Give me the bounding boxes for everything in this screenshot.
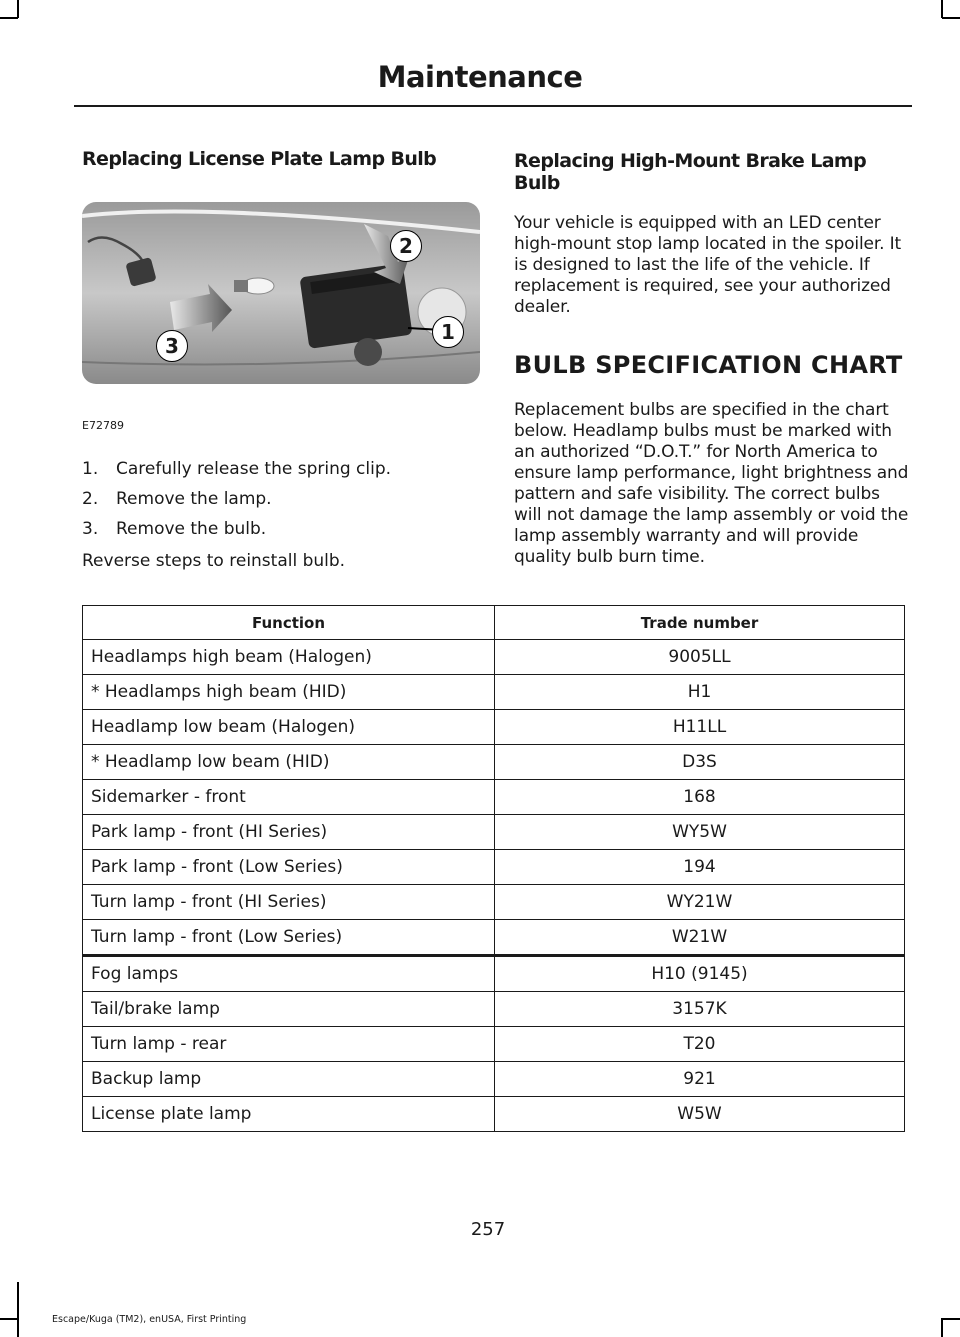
list-item (82, 514, 482, 544)
high-mount-heading: Replacing High-Mount Brake Lamp Bulb (514, 150, 867, 194)
table-header-row (83, 606, 905, 640)
table-row (83, 780, 905, 815)
crop-mark (0, 1318, 18, 1320)
page-number: 257 (470, 1219, 506, 1240)
function-cell: Sidemarker - front (83, 780, 495, 815)
function-cell: Turn lamp - rear (83, 1027, 495, 1062)
callout-3: 3 (156, 330, 188, 362)
table-row (83, 710, 905, 745)
table-row (83, 992, 905, 1027)
trade-number-cell: H1 (495, 675, 905, 710)
trade-number-cell: 194 (495, 850, 905, 885)
function-cell: * Headlamp low beam (HID) (83, 745, 495, 780)
crop-mark (941, 1318, 943, 1337)
table-row (83, 815, 905, 850)
step-number: 1. (82, 459, 99, 479)
step-text: Remove the lamp. (116, 489, 272, 509)
function-cell: Turn lamp - front (HI Series) (83, 885, 495, 920)
trade-number-cell: 168 (495, 780, 905, 815)
step-number: 3. (82, 519, 99, 539)
callout-1: 1 (432, 316, 464, 348)
trade-number-cell: T20 (495, 1027, 905, 1062)
table-row (83, 1062, 905, 1097)
function-cell: Headlamp low beam (Halogen) (83, 710, 495, 745)
figure-code: E72789 (82, 419, 124, 432)
reinstall-note: Reverse steps to reinstall bulb. (82, 551, 346, 571)
footer-text: Escape/Kuga (TM2), enUSA, First Printing (52, 1314, 247, 1325)
list-item (82, 454, 482, 484)
table-row (83, 956, 905, 992)
license-plate-lamp-illustration (82, 202, 480, 384)
step-text: Carefully release the spring clip. (116, 459, 392, 479)
table-row (83, 1027, 905, 1062)
crop-mark (942, 1318, 960, 1320)
table-row (83, 1097, 905, 1132)
function-cell: Fog lamps (83, 956, 495, 992)
trade-number-cell: 921 (495, 1062, 905, 1097)
trade-number-cell: D3S (495, 745, 905, 780)
crop-mark (942, 17, 960, 19)
license-plate-heading: Replacing License Plate Lamp Bulb (82, 148, 437, 170)
page-header-title: Maintenance (377, 60, 583, 94)
function-cell: * Headlamps high beam (HID) (83, 675, 495, 710)
trade-number-cell: 9005LL (495, 640, 905, 675)
column-header-trade-number: Trade number (495, 606, 905, 640)
trade-number-cell: WY5W (495, 815, 905, 850)
header-rule (74, 105, 912, 107)
trade-number-cell: W21W (495, 920, 905, 956)
function-cell: License plate lamp (83, 1097, 495, 1132)
column-header-function: Function (83, 606, 495, 640)
led-paragraph: Your vehicle is equipped with an LED center high-mount stop lamp located in the spoiler. It is designed to last the life of the vehicle. If replacement is required, see your authorized dealer. (514, 213, 902, 317)
table-row (83, 850, 905, 885)
trade-number-cell: H11LL (495, 710, 905, 745)
step-number: 2. (82, 489, 99, 509)
table-row (83, 920, 905, 956)
lamp-diagram (82, 202, 480, 384)
bulb-chart-title: BULB SPECIFICATION CHART (514, 351, 903, 379)
crop-mark (17, 0, 19, 18)
trade-number-cell: 3157K (495, 992, 905, 1027)
step-list (82, 454, 482, 544)
function-cell: Backup lamp (83, 1062, 495, 1097)
crop-mark (0, 17, 18, 19)
function-cell: Headlamps high beam (Halogen) (83, 640, 495, 675)
table-row (83, 675, 905, 710)
function-cell: Park lamp - front (Low Series) (83, 850, 495, 885)
trade-number-cell: W5W (495, 1097, 905, 1132)
right-column (514, 150, 909, 568)
table-row (83, 885, 905, 920)
crop-mark (941, 0, 943, 18)
bulb-specification-table (82, 605, 905, 1132)
crop-mark (17, 1282, 19, 1337)
function-cell: Turn lamp - front (Low Series) (83, 920, 495, 956)
table-row (83, 745, 905, 780)
left-column (82, 148, 482, 576)
function-cell: Tail/brake lamp (83, 992, 495, 1027)
trade-number-cell: WY21W (495, 885, 905, 920)
list-item (82, 484, 482, 514)
trade-number-cell: H10 (9145) (495, 956, 905, 992)
step-text: Remove the bulb. (116, 519, 267, 539)
function-cell: Park lamp - front (HI Series) (83, 815, 495, 850)
bulb-spec-paragraph: Replacement bulbs are specified in the chart below. Headlamp bulbs must be marked with an authorized “D.O.T.” for North America to ensure lamp performance, light brightness and pattern and safe visibility. The correct bulbs will not damage the lamp assembly or void the lamp assembly warranty and will provide quality bulb burn time. (514, 400, 909, 567)
table-row (83, 640, 905, 675)
callout-2: 2 (390, 230, 422, 262)
